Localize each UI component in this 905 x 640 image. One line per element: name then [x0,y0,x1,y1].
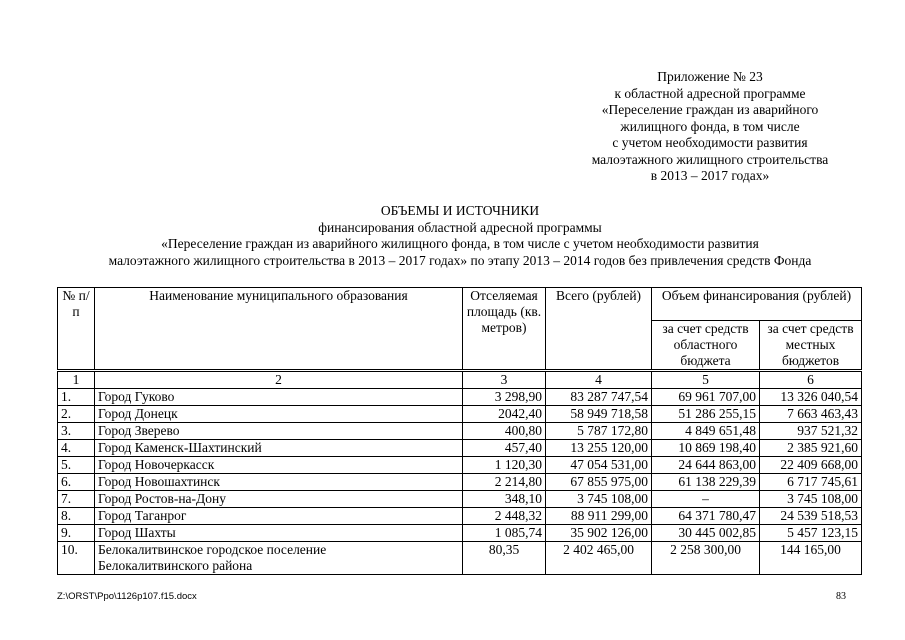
row-total: 3 745 108,00 [546,491,652,508]
row-name: Город Зверево [95,423,463,440]
table-row [58,508,862,525]
table-row [58,423,862,440]
row-name: Город Каменск-Шахтинский [95,440,463,457]
row-area: 1 085,74 [463,525,546,542]
row-local: 24 539 518,53 [760,508,862,525]
row-area: 80,35 [463,542,546,575]
annex-line: с учетом необходимости развития [612,135,808,150]
row-local: 22 409 668,00 [760,457,862,474]
row-regional: 30 445 002,85 [652,525,760,542]
row-name: Город Шахты [95,525,463,542]
table-row [58,491,862,508]
header-funding: Объем финансирования (рублей) [652,288,862,321]
column-number: 6 [760,371,862,389]
row-regional: 51 286 255,15 [652,406,760,423]
heading-title: ОБЪЕМЫ И ИСТОЧНИКИ [380,203,540,218]
row-area: 3 298,90 [463,389,546,406]
row-regional: 24 644 863,00 [652,457,760,474]
column-number: 4 [546,371,652,389]
row-num: 6. [58,474,95,491]
row-regional: 69 961 707,00 [652,389,760,406]
row-regional: – [652,491,760,508]
row-name-line: Белокалитвинского района [98,558,253,573]
table-row [58,542,862,575]
row-name: Город Донецк [95,406,463,423]
table-body [58,389,862,575]
row-total: 58 949 718,58 [546,406,652,423]
row-total: 35 902 126,00 [546,525,652,542]
funding-table [57,287,862,575]
table-row [58,389,862,406]
row-total: 83 287 747,54 [546,389,652,406]
heading-line: финансирования областной адресной программы [318,219,602,235]
document-heading [40,203,880,269]
row-total: 88 911 299,00 [546,508,652,525]
row-regional: 64 371 780,47 [652,508,760,525]
annex-line: в 2013 – 2017 годах» [650,168,770,183]
row-area: 2 214,80 [463,474,546,491]
row-num: 5. [58,457,95,474]
column-number: 2 [95,371,463,389]
header-total: Всего (рублей) [546,288,652,371]
row-name: Город Новочеркасск [95,457,463,474]
table-row [58,525,862,542]
annex-line: к областной адресной программе [614,85,806,101]
column-number: 1 [58,371,95,389]
annex-line: Приложение № 23 [657,69,763,84]
column-numbers-row [58,371,862,389]
row-num: 3. [58,423,95,440]
row-area: 2042,40 [463,406,546,423]
row-area: 348,10 [463,491,546,508]
row-area: 2 448,32 [463,508,546,525]
row-num: 10. [58,542,95,575]
row-regional: 61 138 229,39 [652,474,760,491]
table-row [58,457,862,474]
row-name: Город Гуково [95,389,463,406]
table-header [58,288,862,371]
row-total: 2 402 465,00 [546,542,652,575]
row-area: 400,80 [463,423,546,440]
row-total: 47 054 531,00 [546,457,652,474]
annex-block [560,69,860,185]
header-local: за счет средств местных бюджетов [760,321,862,371]
row-local: 7 663 463,43 [760,406,862,423]
row-name: Город Новошахтинск [95,474,463,491]
row-name: Город Таганрог [95,508,463,525]
row-local: 937 521,32 [760,423,862,440]
heading-line: малоэтажного жилищного строительства в 2013 – 2017 годах» по этапу 2013 – 2014 годов без привлечения средств Фонда [108,252,812,268]
column-number: 5 [652,371,760,389]
row-num: 4. [58,440,95,457]
heading-line: «Переселение граждан из аварийного жилищного фонда, в том числе с учетом необходимости развития [161,236,759,251]
table-row [58,440,862,457]
column-number: 3 [463,371,546,389]
row-local: 3 745 108,00 [760,491,862,508]
row-total: 67 855 975,00 [546,474,652,491]
header-area: Отселяемая площадь (кв. метров) [463,288,546,371]
row-total: 5 787 172,80 [546,423,652,440]
row-regional: 10 869 198,40 [652,440,760,457]
footer-file-path: Z:\ORST\Ppo\1126p107.f15.docx [57,591,197,602]
table-row [58,474,862,491]
row-regional: 4 849 651,48 [652,423,760,440]
row-area: 1 120,30 [463,457,546,474]
row-total: 13 255 120,00 [546,440,652,457]
header-num: № п/п [58,288,95,371]
row-local: 2 385 921,60 [760,440,862,457]
header-name: Наименование муниципального образования [95,288,463,371]
row-area: 457,40 [463,440,546,457]
row-num: 1. [58,389,95,406]
row-name [95,542,463,575]
row-name-line: Белокалитвинское городское поселение [98,542,327,557]
row-local: 144 165,00 [760,542,862,575]
header-regional: за счет средств областного бюджета [652,321,760,371]
row-num: 7. [58,491,95,508]
row-num: 8. [58,508,95,525]
row-regional: 2 258 300,00 [652,542,760,575]
annex-line: жилищного фонда, в том числе [620,118,800,134]
annex-line: «Переселение граждан из аварийного [601,102,819,117]
row-local: 5 457 123,15 [760,525,862,542]
annex-line: малоэтажного жилищного строительства [591,151,829,167]
row-local: 13 326 040,54 [760,389,862,406]
footer-page-number: 83 [836,591,846,602]
row-num: 9. [58,525,95,542]
row-name: Город Ростов-на-Дону [95,491,463,508]
row-num: 2. [58,406,95,423]
row-local: 6 717 745,61 [760,474,862,491]
table-row [58,406,862,423]
